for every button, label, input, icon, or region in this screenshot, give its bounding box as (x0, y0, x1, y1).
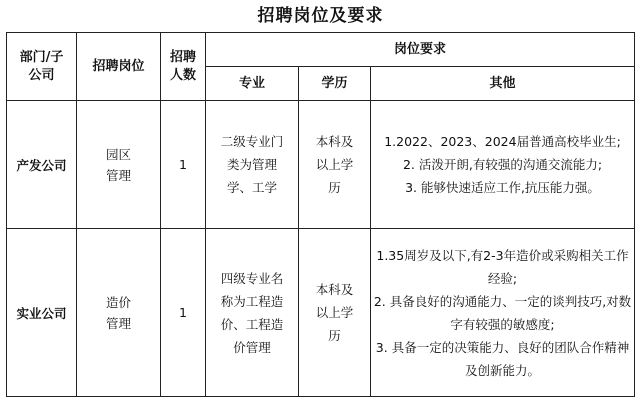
requirement-line: 3. 具备一定的决策能力、良好的团队合作精神及创新能力。 (375, 339, 630, 378)
dept-cell: 实业公司 (7, 229, 77, 397)
requirement-line: 1.2022、2023、2024届普通高校毕业生; (384, 134, 621, 149)
header-row-top (7, 33, 635, 67)
education-cell: 本科及以上学历 (299, 229, 371, 397)
major-cell: 二级专业门类为管理学、工学 (206, 101, 299, 229)
header-dept: 部门/子公司 (7, 33, 77, 101)
education-cell: 本科及以上学历 (299, 101, 371, 229)
table-row (7, 101, 635, 229)
position-cell: 园区管理 (77, 101, 161, 229)
table-row (7, 229, 635, 397)
header-requirements: 岗位要求 (206, 33, 635, 67)
dept-cell: 产发公司 (7, 101, 77, 229)
requirement-line: 1.35周岁及以下,有2-3年造价或采购相关工作经验; (376, 247, 629, 286)
other-requirements-cell (371, 101, 635, 229)
count-cell: 1 (161, 101, 206, 229)
count-cell: 1 (161, 229, 206, 397)
header-other: 其他 (371, 67, 635, 101)
requirement-line: 2. 活泼开朗,有较强的沟通交流能力; (402, 157, 603, 172)
header-major: 专业 (206, 67, 299, 101)
page-title: 招聘岗位及要求 (257, 6, 384, 26)
header-education: 学历 (299, 67, 371, 101)
position-cell: 造价管理 (77, 229, 161, 397)
requirement-line: 3. 能够快速适应工作,抗压能力强。 (405, 180, 600, 195)
requirement-line: 2. 具备良好的沟通能力、一定的谈判技巧,对数字有较强的敏感度; (373, 293, 632, 332)
header-position: 招聘岗位 (77, 33, 161, 101)
major-cell: 四级专业名称为工程造价、工程造价管理 (206, 229, 299, 397)
header-count: 招聘人数 (161, 33, 206, 101)
other-requirements-cell (371, 229, 635, 397)
job-requirements-table (6, 32, 635, 397)
